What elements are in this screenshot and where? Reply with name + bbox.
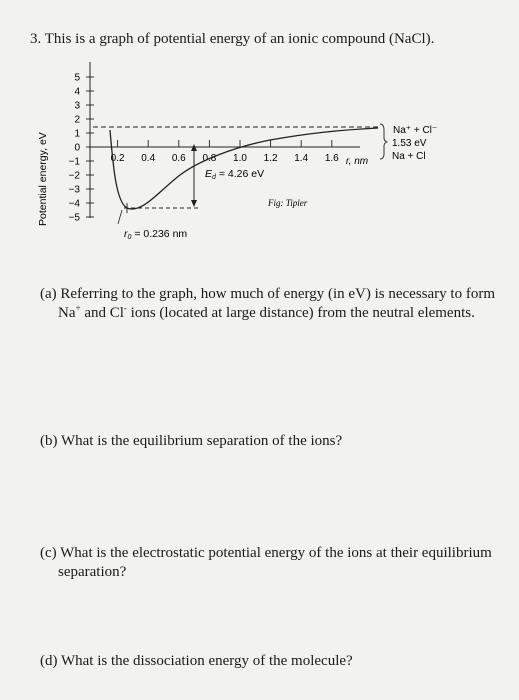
part-a-tail: ions (located at large distance) from the neutral elements.: [126, 305, 475, 321]
y-tick-label: 2: [74, 114, 80, 126]
energy-gap-brace: [380, 124, 387, 159]
y-tick-label: −4: [68, 198, 80, 210]
part-a-line1: (a) Referring to the graph, how much of energy (in eV) is necessary to form: [40, 286, 495, 302]
y-tick-label: 0: [74, 142, 80, 154]
part-c-line1: (c) What is the electrostatic potential energy of the ions at their equilibrium: [40, 545, 492, 561]
figure-credit: Fig: Tipler: [268, 198, 308, 208]
x-tick-label: 1.6: [324, 153, 339, 164]
r0-subscript: 0: [127, 234, 132, 241]
r0-value: = 0.236 nm: [131, 228, 188, 240]
x-axis-unit: r, nm: [345, 156, 369, 167]
dissociation-arrow-head-down: [191, 200, 197, 207]
y-tick-label: 4: [74, 86, 80, 98]
x-tick-label: 0.4: [141, 153, 156, 164]
x-tick-label: 1.2: [263, 153, 278, 164]
part-b: (b) What is the equilibrium separation of the ions?: [40, 433, 343, 449]
question-intro: This is a graph of potential energy of an ionic compound (NaCl).: [44, 31, 435, 47]
y-tick-label: −1: [68, 156, 80, 168]
r0-leader-line: [118, 210, 122, 224]
x-tick-label: 0.8: [202, 153, 217, 164]
y-tick-label: −5: [68, 212, 80, 224]
y-tick-label: 3: [74, 100, 80, 112]
part-c: [40, 544, 510, 582]
x-tick-label: 0.6: [171, 153, 186, 164]
x-tick-label: 0.2: [110, 153, 125, 164]
ed-symbol: E: [205, 168, 213, 180]
r0-label: [124, 228, 187, 241]
ed-value: = 4.26 eV: [215, 168, 265, 180]
y-tick-label: 5: [74, 72, 80, 84]
na-symbol: Na: [58, 305, 76, 321]
x-tick-label: 1.4: [294, 153, 309, 164]
y-tick-label: −3: [68, 184, 80, 196]
part-d: (d) What is the dissociation energy of the molecule?: [40, 653, 353, 669]
r0-symbol: r: [124, 228, 128, 240]
ion-asymptote-label: Na⁺ + Cl⁻: [393, 125, 438, 136]
y-axis-label: Potential energy, eV: [37, 132, 49, 226]
part-a-line2: [40, 304, 500, 323]
dissociation-label: [205, 168, 264, 181]
y-tick-label: 1: [74, 128, 80, 140]
na-charge: +: [75, 303, 81, 313]
question-number: 3.: [30, 31, 42, 47]
x-tick-label: 1.0: [233, 153, 247, 164]
cl-charge: -: [123, 303, 127, 313]
part-c-line2: separation?: [58, 564, 127, 580]
neutral-asymptote-label: Na + Cl: [392, 151, 426, 162]
part-a: [40, 285, 500, 323]
energy-gap-label: 1.53 eV: [392, 138, 427, 149]
cl-symbol: and Cl: [80, 305, 124, 321]
ed-subscript: d: [212, 174, 216, 181]
y-tick-label: −2: [68, 170, 80, 182]
